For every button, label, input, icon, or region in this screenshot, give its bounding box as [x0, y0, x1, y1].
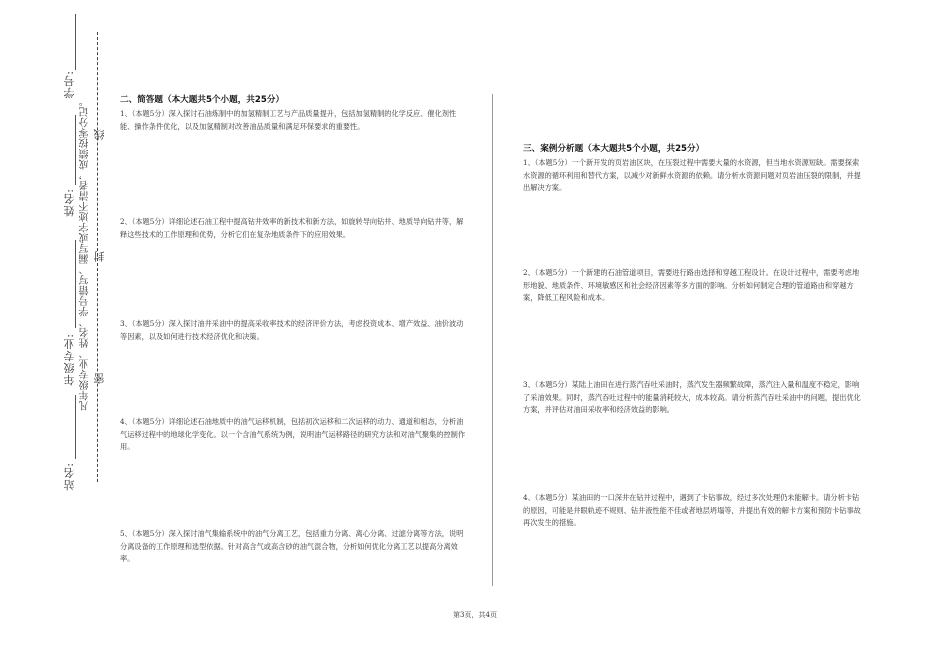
student-id-label: 学号: [63, 70, 76, 99]
page-footer: 第3页，共4页 [453, 611, 497, 619]
grade-major-line [75, 240, 76, 328]
question-2-4: 4、（本题5分）详细论述石油地质中的油气运移机制，包括初次运移和二次运移的动力、通道和相态，分析油气运移过程中的地球化学变化。以一个含油气系统为例，说明油气运移路径的研究方法和对油气聚集的控制作用。 [120, 417, 466, 451]
binding-dashed-line [97, 32, 98, 482]
question-2-5: 5、（本题5分）深入探讨油气集输系统中的油气分离工艺，包括重力分离、离心分离、过滤分离等方法，说明分离设备的工作原理和选型依据。针对高含气或高含砂的油气混合物，分析如何优化分离工艺以提高分离效率。 [120, 529, 464, 563]
question-3-1: 1、（本题5分）一个新开发的页岩油区块，在压裂过程中需要大量的水资源，但当地水资源短缺。需要探索水资源的循环利用和替代方案，以减少对新鲜水资源的依赖。请分析水资源问题对页岩油压裂的限制，并提出解决方案。 [523, 158, 861, 192]
question-3-3: 3、（本题5分）某陆上油田在进行蒸汽吞吐采油时，蒸汽发生器频繁故障，蒸汽注入量和温度不稳定，影响了采油效果。同时，蒸汽吞吐过程中的能量消耗较大，成本较高。请分析蒸汽吞吐采油中的问题，提出优化方案，并评估对油田采收率和经济效益的影响。 [523, 380, 861, 414]
section3-title: 三、案例分析题（本大题共5个小题，共25分） [523, 144, 705, 154]
question-2-3: 3、（本题5分）深入探讨油井采油中的提高采收率技术的经济评价方法，考虑投资成本、增产效益、油价波动等因素，以及如何进行技术经济优化和决策。 [120, 319, 464, 341]
question-3-2: 2、（本题5分）一个新建的石油管道项目，需要进行路由选择和穿越工程设计。在设计过程中，需要考虑地形地貌、地质条件、环境敏感区和社会经济因素等多方面的影响。分析如何制定合理的管道路由和穿越方案，降低工程风险和成本。 [523, 268, 860, 302]
section2-title: 二、简答题（本大题共5个小题，共25分） [120, 95, 285, 105]
question-2-2: 2、（本题5分）详细论述石油工程中提高钻井效率的新技术和新方法，如旋转导向钻井、地质导向钻井等，解释这些技术的工作原理和优势，分析它们在复杂地质条件下的应用效果。 [120, 217, 464, 239]
seal-mark-xian: 线 [93, 128, 106, 140]
name-label: 姓名: [63, 188, 76, 217]
column-divider [492, 94, 493, 586]
station-name-line [75, 395, 76, 459]
question-2-1: 1、（本题5分）深入探讨石油炼制中的加氢精制工艺与产品质量提升，包括加氢精制的化学反应、催化剂性能、操作条件优化，以及加氢精制对改善油品质量和满足环保要求的重要性。 [120, 109, 457, 131]
name-line [75, 115, 76, 185]
seal-mark-feng: 封 [93, 250, 106, 262]
grade-major-label: 年级专业: [63, 333, 76, 386]
station-name-label: 站名: [63, 462, 76, 491]
seal-mark-mi: 密 [93, 372, 106, 384]
right-column [523, 143, 865, 527]
student-id-line [75, 14, 76, 70]
question-3-4: 4、（本题5分）某油田的一口深井在钻井过程中，遇到了卡钻事故，经过多次处理仍未能解卡。请分析卡钻的原因，可能是井眼轨迹不规则、钻井液性能不佳或者地层坍塌等，并提出有效的解卡方案和预防卡钻事故再次发生的措施。 [523, 493, 861, 527]
binding-notice: 凡年级专业、姓名、学号错写、漏写或字迹不清者，成绩按零分记。 [80, 96, 91, 411]
left-column [120, 94, 466, 563]
